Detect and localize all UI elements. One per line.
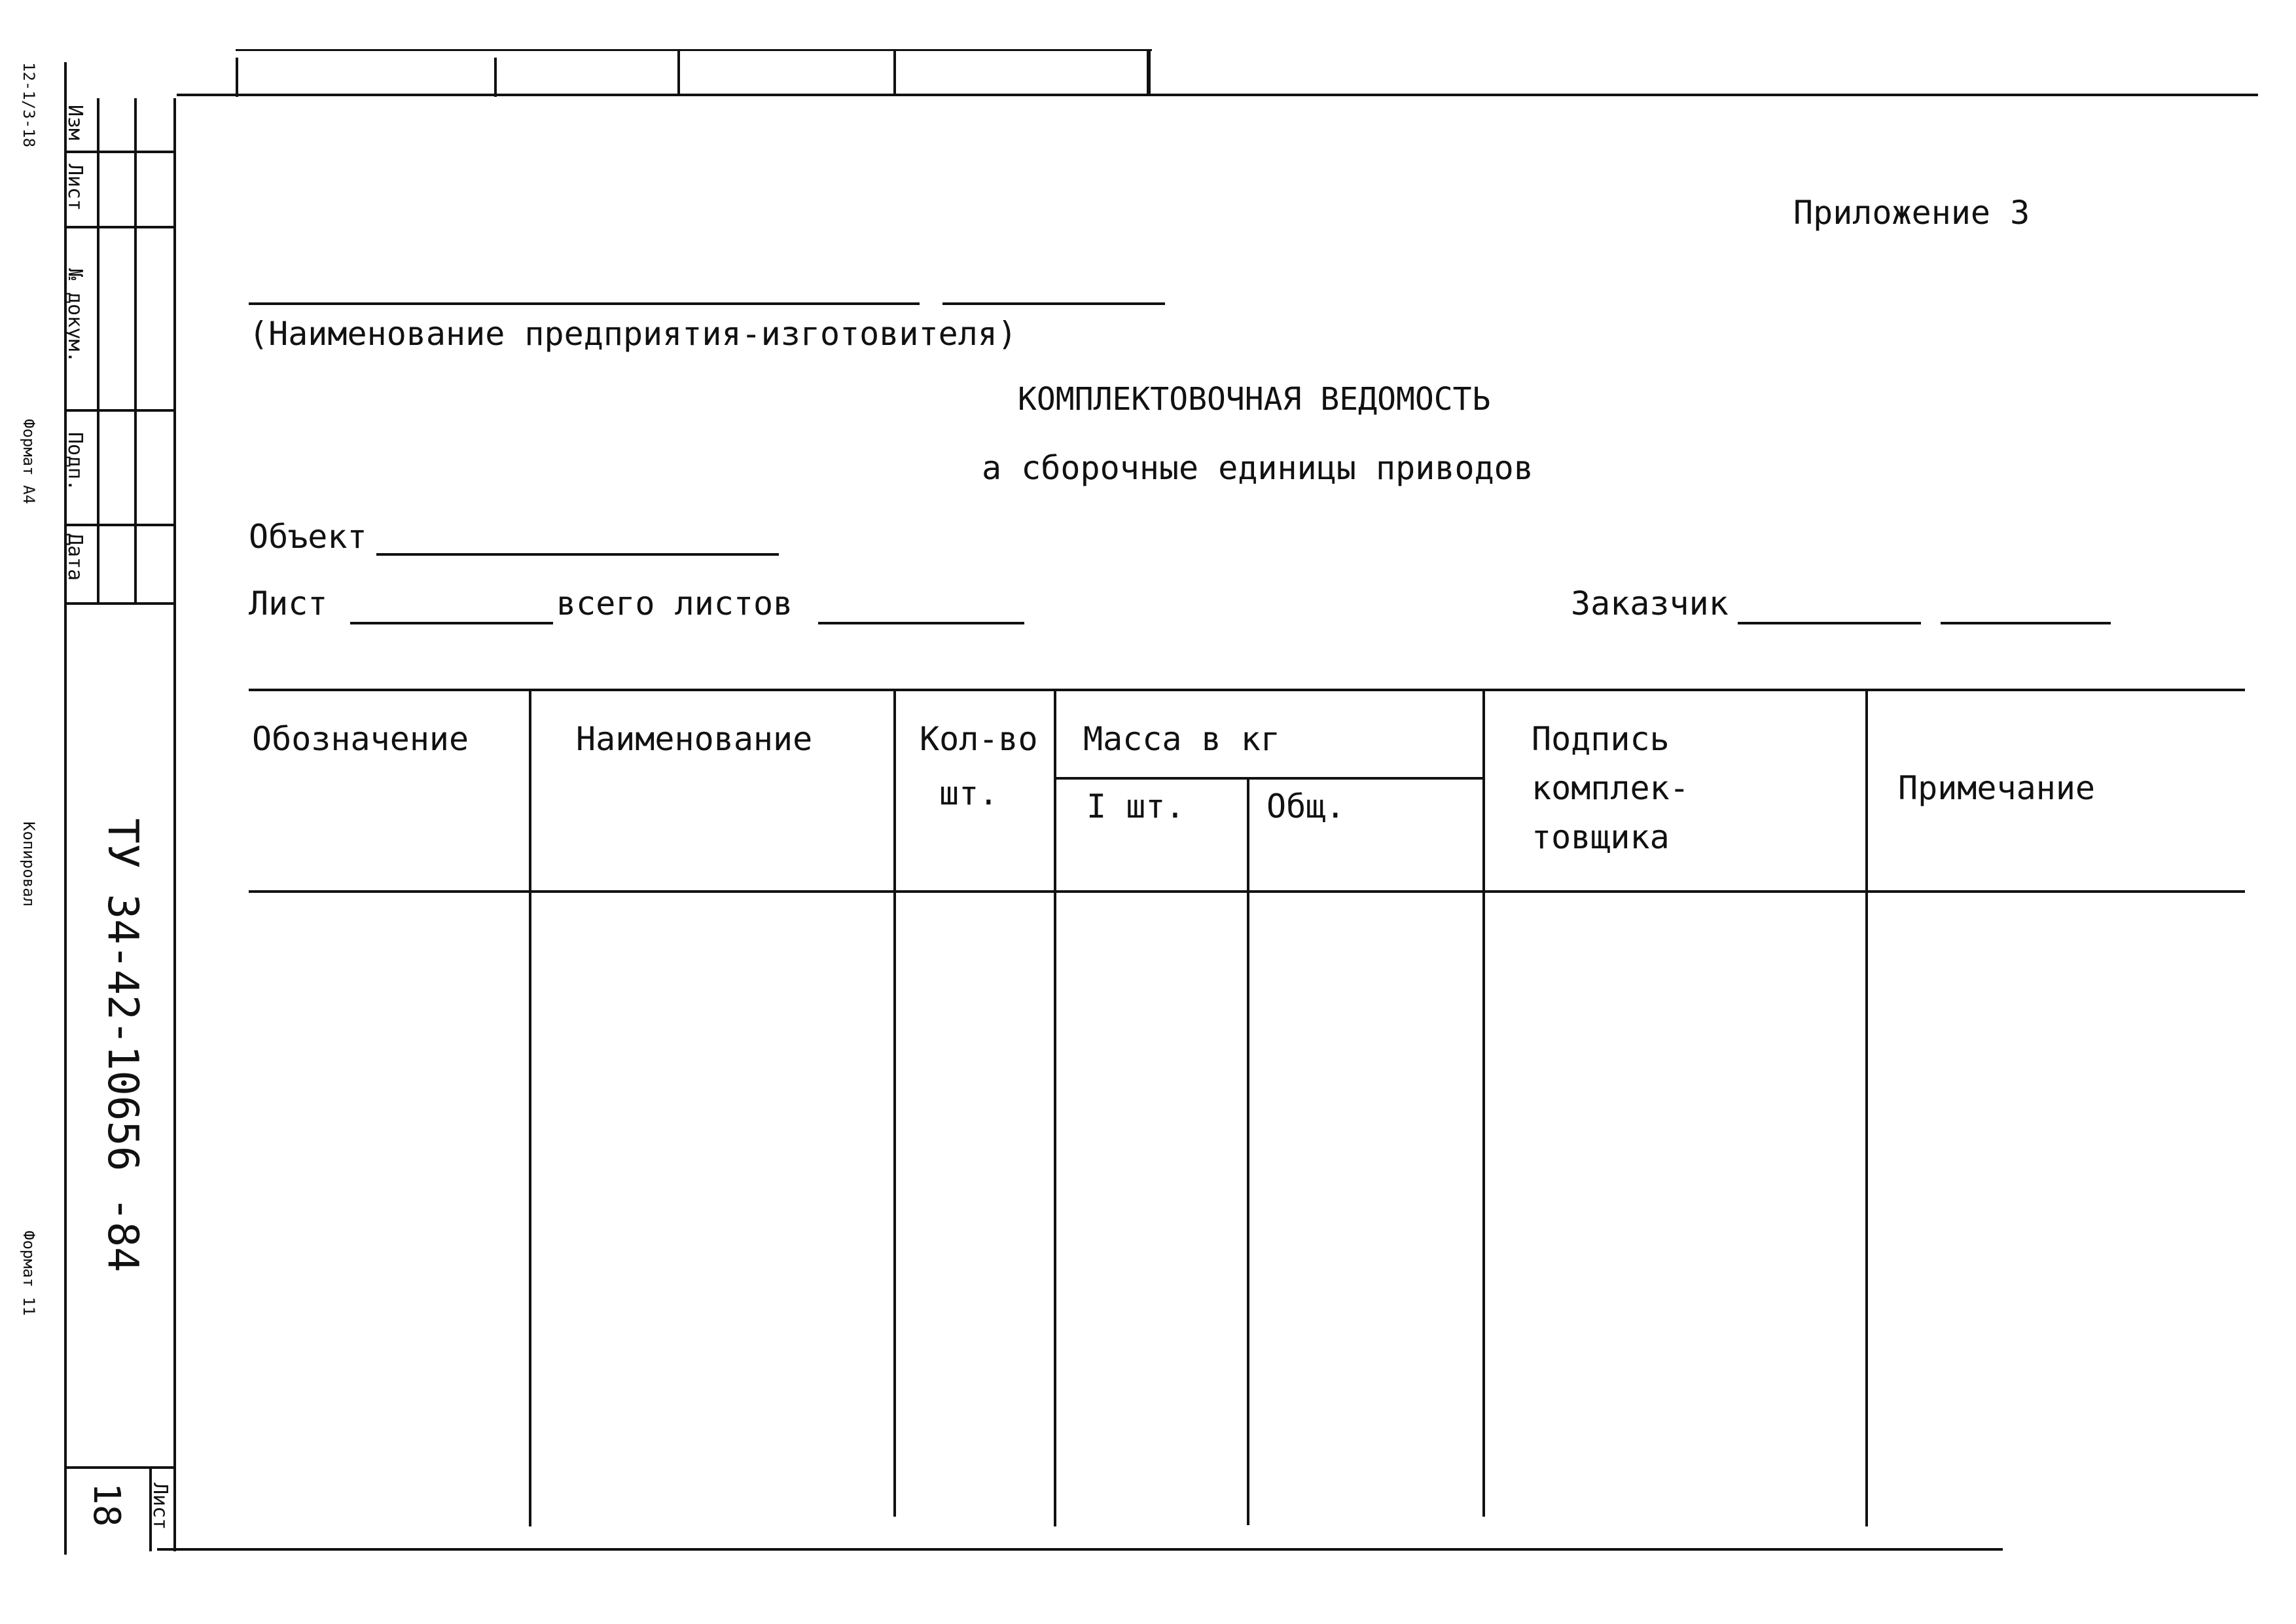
sheet-number-label: Лист — [149, 1483, 171, 1530]
stamp-list: Лист — [63, 164, 86, 211]
header-designation: Обозначение — [252, 720, 469, 758]
inv-number-label: 12-1/3-18 — [20, 62, 38, 148]
top-tabs — [236, 49, 1152, 96]
stamp-izm: Изм — [63, 105, 86, 141]
stamp-sep-6 — [64, 1466, 175, 1469]
total-sheets-field[interactable] — [818, 622, 1024, 624]
customer-field-2[interactable] — [1941, 622, 2111, 624]
manufacturer-blank-1 — [249, 302, 920, 305]
header-qty: Кол-во — [920, 720, 1038, 758]
appendix-label: Приложение 3 — [1793, 194, 2030, 232]
col-line-2 — [893, 689, 896, 1517]
format-bottom-label: Формат 11 — [20, 1231, 38, 1316]
header-sign-3: товщика — [1532, 818, 1670, 856]
stamp-sep-2 — [64, 226, 175, 228]
frame-bottom — [157, 1548, 2003, 1551]
col-line-3 — [1054, 689, 1056, 1526]
header-note: Примечание — [1898, 769, 2096, 807]
header-name: Наименование — [576, 720, 813, 758]
header-sign-2: комплек- — [1532, 769, 1689, 807]
header-mass-one: I шт. — [1086, 787, 1185, 825]
stamp-sep-4 — [64, 524, 175, 526]
sheet-number: 18 — [85, 1483, 128, 1527]
stamp-date: Дата — [63, 533, 86, 581]
margin-line-1 — [97, 98, 99, 602]
total-sheets-label: всего листов — [556, 585, 793, 623]
object-label: Объект — [249, 518, 367, 556]
table-top-line — [249, 689, 2245, 691]
document-subtitle: а сборочные единицы приводов — [982, 449, 1534, 487]
col-line-4 — [1247, 779, 1249, 1525]
manufacturer-blank-2 — [942, 302, 1165, 305]
col-line-6 — [1865, 689, 1868, 1526]
col-line-5 — [1482, 689, 1485, 1517]
col-line-1 — [529, 689, 531, 1526]
object-field[interactable] — [376, 553, 779, 556]
stamp-sep-5 — [64, 602, 175, 605]
copied-label: Копировал — [20, 821, 38, 907]
document-code: ТУ 34-42-10656 -84 — [98, 818, 147, 1272]
customer-field-1[interactable] — [1738, 622, 1921, 624]
stamp-doc-no: № докум. — [63, 268, 86, 363]
format-top-label: Формат А4 — [20, 419, 38, 505]
mass-sub-line — [1054, 777, 1482, 780]
sheet-label: Лист — [249, 585, 328, 623]
customer-label: Заказчик — [1571, 585, 1729, 623]
header-mass: Масса в кг — [1083, 720, 1281, 758]
margin-line-2 — [134, 98, 137, 602]
sheet-field[interactable] — [350, 622, 553, 624]
margin-line-inner — [173, 98, 176, 1551]
header-sign-1: Подпись — [1532, 720, 1670, 758]
document-title: КОМПЛЕКТОВОЧНАЯ ВЕДОМОСТЬ — [1018, 381, 1491, 418]
manufacturer-caption: (Наименование предприятия-изготовителя) — [249, 315, 1017, 353]
stamp-sep-1 — [64, 151, 175, 153]
header-qty-unit: шт. — [939, 774, 999, 812]
stamp-podp: Подп. — [63, 432, 86, 492]
header-mass-total: Общ. — [1266, 787, 1346, 825]
stamp-sep-3 — [64, 409, 175, 412]
